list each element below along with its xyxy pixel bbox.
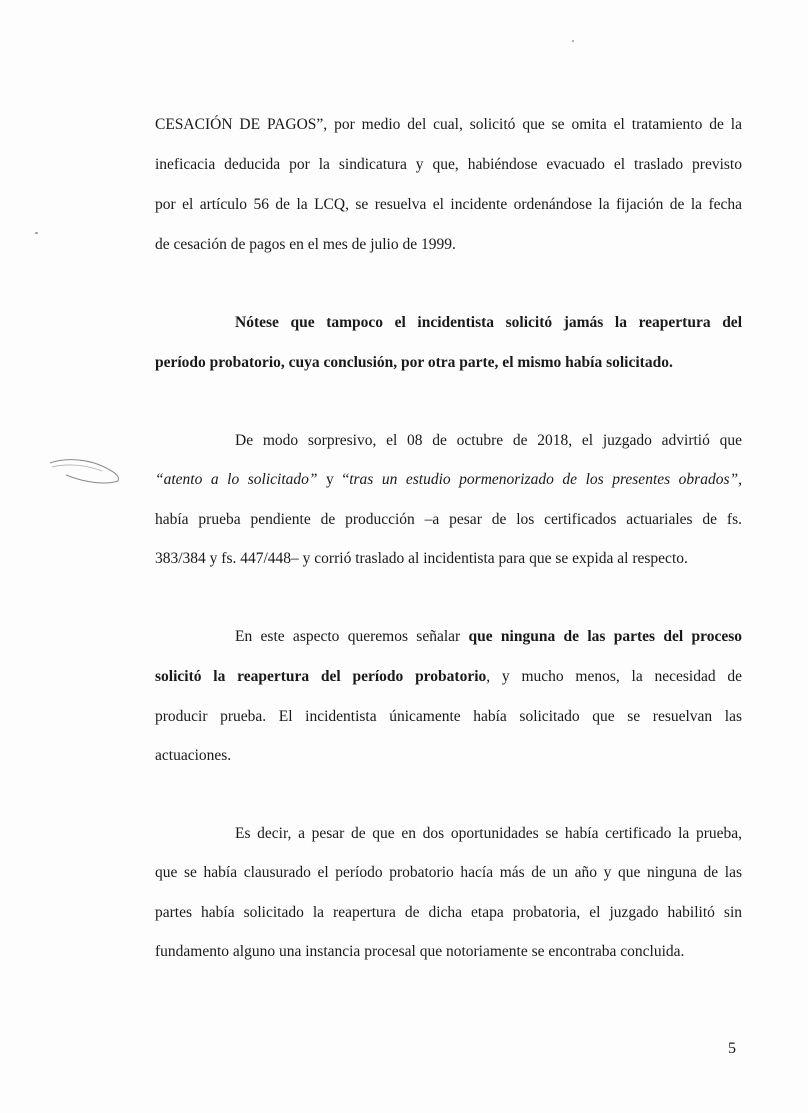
quote-estudio: tras un estudio pormenorizado de los presentes obrados”, xyxy=(349,471,742,488)
paragraph-2-line-1: Nótese que tampoco el incidentista solicitó jamás la reapertura del xyxy=(235,314,742,331)
scan-mark-icon xyxy=(46,455,126,495)
quote-atento: “atento a lo solicitado” xyxy=(155,471,318,488)
paragraph-2-line-2: período probatorio, cuya conclusión, por otra parte, el mismo había solicitado. xyxy=(155,354,673,371)
paragraph-5-line-4: fundamento alguno una instancia procesal que notoriamente se encontraba concluida. xyxy=(155,943,685,960)
paragraph-4-text-b: , y mucho menos, la necesidad de xyxy=(486,668,743,685)
paragraph-3-line-2 xyxy=(155,470,742,490)
paragraph-5-line-2: que se había clausurado el período probatorio hacía más de un año y que ninguna de las xyxy=(155,864,742,881)
paragraph-4-text-a: En este aspecto queremos señalar xyxy=(235,628,469,645)
paragraph-3-line-1: De modo sorpresivo, el 08 de octubre de 2018, el juzgado advirtió que xyxy=(235,432,742,449)
paragraph-4-bold-b: solicitó la reapertura del período probatorio xyxy=(155,668,487,685)
paragraph-4-line-3: producir prueba. El incidentista únicamente había solicitado que se resuelvan las xyxy=(155,708,742,725)
paragraph-4-line-1 xyxy=(235,627,742,647)
paragraph-3-line-3: había prueba pendiente de producción –a pesar de los certificados actuariales de fs. xyxy=(155,511,742,528)
paragraph-5-line-3: partes había solicitado la reapertura de dicha etapa probatoria, el juzgado habilitó sin xyxy=(155,904,742,921)
page-number: 5 xyxy=(728,1040,736,1057)
paragraph-4-line-2 xyxy=(155,667,742,687)
paragraph-1-line-3: por el artículo 56 de la LCQ, se resuelva el incidente ordenándose la fijación de la fecha xyxy=(155,196,742,213)
scan-speck xyxy=(572,40,574,42)
scan-speck xyxy=(35,232,38,234)
paragraph-1-line-1: CESACIÓN DE PAGOS”, por medio del cual, solicitó que se omita el tratamiento de la xyxy=(155,116,742,133)
paragraph-1-line-2: ineficacia deducida por la sindicatura y que, habiéndose evacuado el traslado previsto xyxy=(155,156,742,173)
paragraph-5-line-1: Es decir, a pesar de que en dos oportunidades se había certificado la prueba, xyxy=(235,825,742,842)
paragraph-4-line-4: actuaciones. xyxy=(155,747,232,764)
paragraph-4-bold-a: que ninguna de las partes del proceso xyxy=(468,628,742,645)
quote-connector: y “ xyxy=(317,471,350,488)
paragraph-3-line-4: 383/384 y fs. 447/448– y corrió traslado al incidentista para que se expida al respecto. xyxy=(155,550,688,567)
paragraph-1-line-4: de cesación de pagos en el mes de julio de 1999. xyxy=(155,236,456,253)
